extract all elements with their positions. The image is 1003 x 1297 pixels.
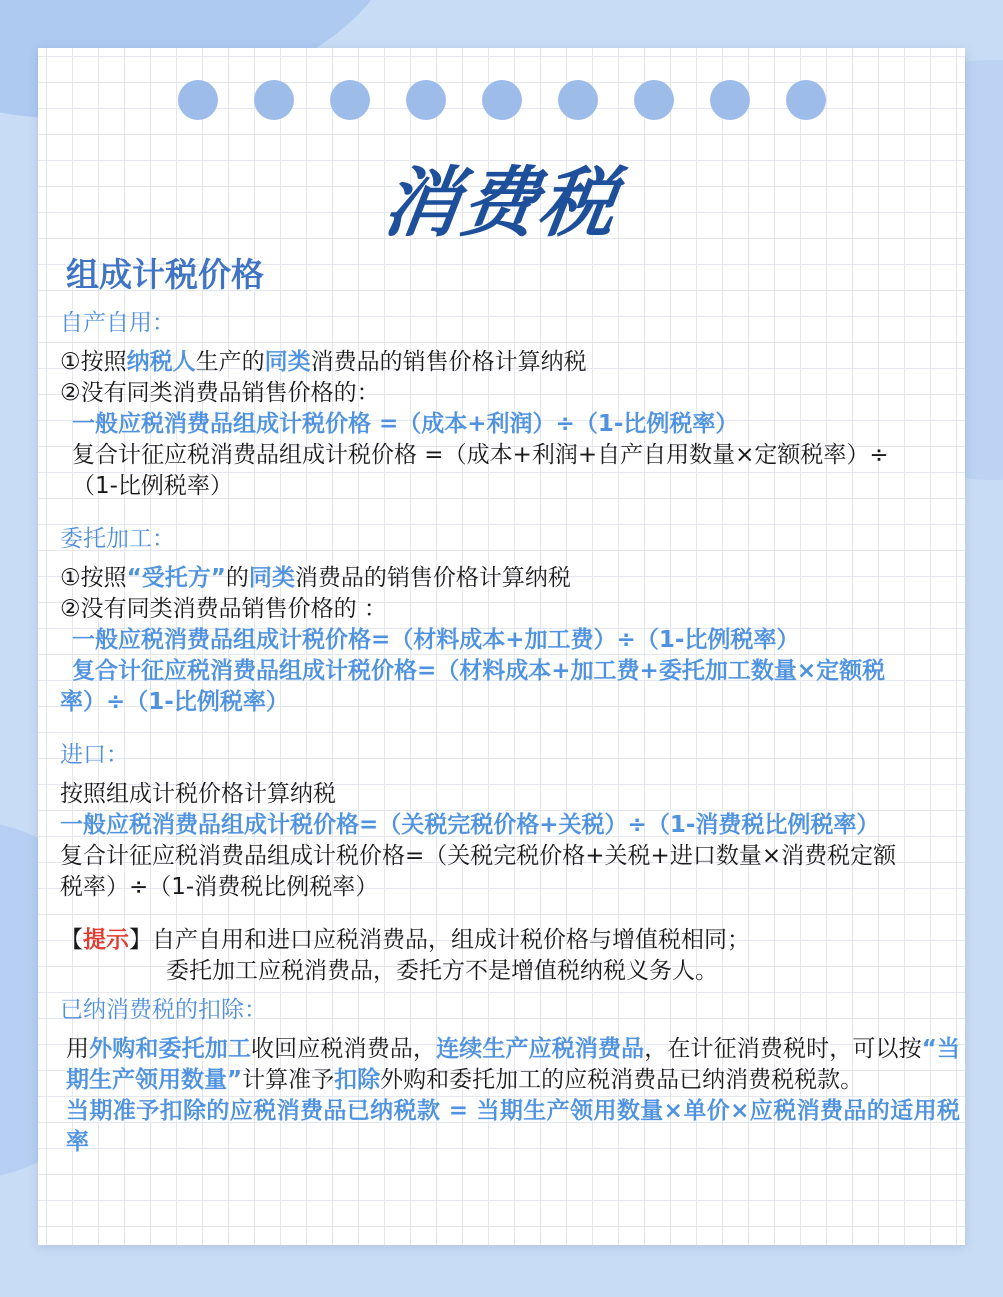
tip-line-1 [60, 925, 960, 956]
tip-line-2: 委托加工应税消费品，委托方不是增值税纳税义务人。 [166, 958, 718, 984]
text: 生产的 [195, 349, 265, 375]
weituo-line-1 [60, 563, 960, 594]
weituo-formula-compound-cont: 率）÷（1-比例税率） [60, 689, 289, 715]
deduct-heading: 已纳消费税的扣除： [60, 997, 267, 1023]
deduct-formula: 当期准予扣除的应税消费品已纳税款 = 当期生产领用数量×单价×应税消费品的适用税率 [66, 1098, 960, 1155]
binder-hole [330, 80, 370, 120]
bracket: 】 [129, 927, 152, 953]
highlight: 外购和委托加工 [89, 1036, 252, 1062]
weituo-line-2: ②没有同类消费品销售价格的 ： [60, 596, 387, 622]
binder-hole [178, 80, 218, 120]
binder-hole [406, 80, 446, 120]
binder-hole [710, 80, 750, 120]
zicong-heading: 自产自用： [60, 310, 175, 336]
bracket: 【 [60, 927, 83, 953]
text: 自产自用和进口应税消费品，组成计税价格与增值税相同； [152, 927, 750, 953]
text: 用 [66, 1036, 90, 1062]
highlight: “当期生产领用数量” [66, 1036, 961, 1093]
text: ①按照 [60, 349, 127, 375]
text: 收回应税消费品， [251, 1036, 437, 1062]
binder-hole [558, 80, 598, 120]
highlight: 同类 [248, 565, 295, 591]
weituo-heading: 委托加工： [60, 526, 175, 552]
highlight: 同类 [264, 349, 311, 375]
zicong-formula-compound-cont: （1-比例税率） [72, 473, 233, 499]
binder-hole [482, 80, 522, 120]
jinkou-formula-compound: 复合计征应税消费品组成计税价格=（关税完税价格+关税+进口数量×消费税定额 [60, 843, 897, 869]
deduct-paragraph [60, 1034, 960, 1096]
weituo-formula-general: 一般应税消费品组成计税价格=（材料成本+加工费）÷（1-比例税率） [72, 627, 800, 653]
tip-label: 提示 [83, 927, 129, 953]
highlight: 纳税人 [126, 349, 196, 375]
zicong-formula-general: 一般应税消费品组成计税价格 =（成本+利润）÷（1-比例税率） [72, 411, 739, 437]
zicong-line-1 [60, 347, 960, 378]
highlight: 连续生产应税消费品 [436, 1036, 645, 1062]
page-title: 消费税 [377, 158, 624, 247]
weituo-formula-compound: 复合计征应税消费品组成计税价格=（材料成本+加工费+委托加工数量×定额税 [72, 658, 886, 684]
text: 的 [225, 565, 249, 591]
jinkou-formula-compound-cont: 税率）÷（1-消费税比例税率） [60, 874, 379, 900]
zicong-line-2: ②没有同类消费品销售价格的： [60, 380, 380, 406]
text: 外购和委托加工的应税消费品已纳消费税税款。 [380, 1067, 864, 1093]
text: 消费品的销售价格计算纳税 [294, 565, 571, 591]
highlight: “受托方” [126, 565, 226, 591]
jinkou-formula-general: 一般应税消费品组成计税价格=（关税完税价格+关税）÷（1-消费税比例税率） [60, 812, 880, 838]
highlight: 扣除 [334, 1067, 381, 1093]
section-title: 组成计税价格 [66, 255, 264, 294]
text: 计算准予 [242, 1067, 335, 1093]
text: ，在计征消费税时，可以按 [644, 1036, 922, 1062]
main-content [60, 252, 960, 1158]
jinkou-line-1: 按照组成计税价格计算纳税 [60, 781, 336, 807]
binder-hole [634, 80, 674, 120]
zicong-formula-compound: 复合计征应税消费品组成计税价格 =（成本+利润+自产自用数量×定额税率）÷ [72, 442, 889, 468]
binder-hole [786, 80, 826, 120]
text: ①按照 [60, 565, 127, 591]
binder-holes [0, 80, 1003, 124]
text: 消费品的销售价格计算纳税 [310, 349, 587, 375]
binder-hole [254, 80, 294, 120]
jinkou-heading: 进口： [60, 742, 129, 768]
